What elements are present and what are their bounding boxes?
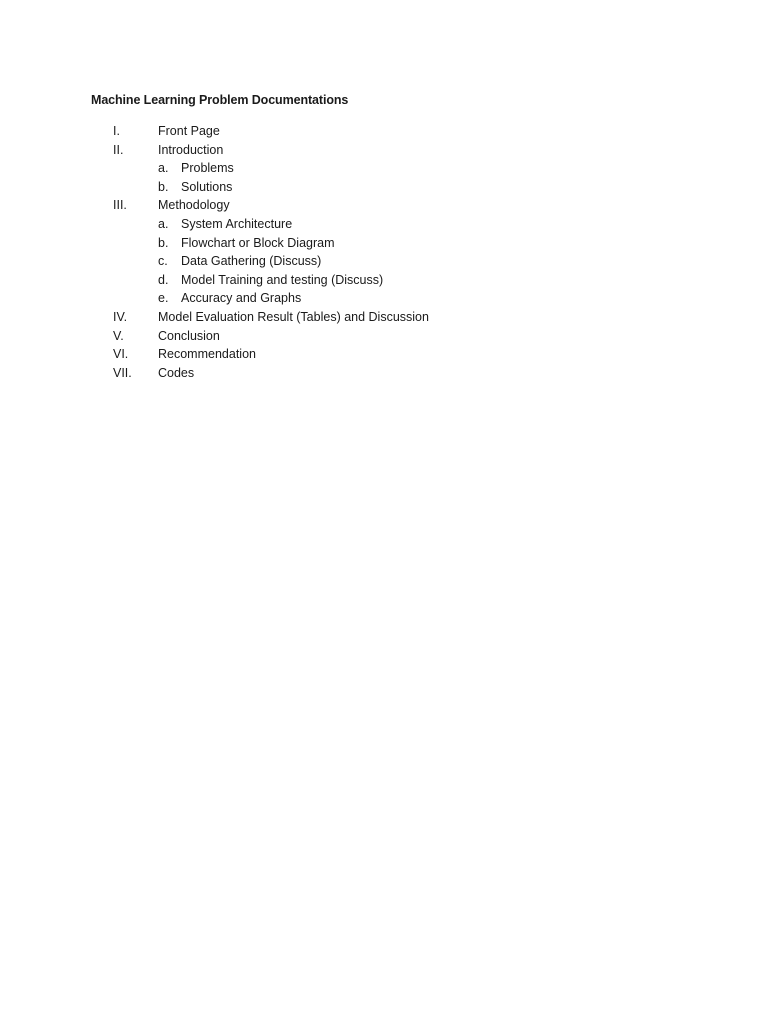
outline-marker: b.	[158, 235, 169, 250]
outline-item	[0, 345, 768, 364]
outline-text: Introduction	[158, 142, 224, 157]
outline-subitem	[0, 271, 768, 290]
outline-subitem	[0, 234, 768, 253]
outline-marker: VII.	[113, 365, 132, 380]
outline-item	[0, 364, 768, 383]
outline-marker: e.	[158, 291, 169, 306]
outline-marker: a.	[158, 216, 169, 231]
outline-subitem	[0, 159, 768, 178]
outline-marker: II.	[113, 142, 124, 157]
outline-marker: a.	[158, 161, 169, 176]
outline-text: Front Page	[158, 124, 220, 138]
outline-subitem	[0, 252, 768, 271]
outline-text: Methodology	[158, 198, 230, 213]
outline-subitem	[0, 178, 768, 197]
outline-text: System Architecture	[181, 216, 293, 231]
outline-text: Model Training and testing (Discuss)	[181, 272, 384, 287]
outline-text: Solutions	[181, 179, 233, 194]
outline-text: Accuracy and Graphs	[181, 291, 302, 306]
outline-item	[0, 141, 768, 160]
outline-text: Model Evaluation Result (Tables) and Discussion	[158, 309, 429, 324]
outline-marker: IV.	[113, 309, 128, 324]
outline-text: Codes	[158, 365, 195, 380]
outline-subitem	[0, 215, 768, 234]
outline-item	[0, 196, 768, 215]
document-title: Machine Learning Problem Documentations	[91, 93, 349, 107]
outline-marker: III.	[113, 198, 127, 213]
outline-marker: V.	[113, 328, 124, 343]
outline-marker: VI.	[113, 347, 129, 362]
outline-marker: c.	[158, 254, 168, 269]
outline-text: Conclusion	[158, 328, 220, 343]
outline-text: Recommendation	[158, 347, 256, 362]
outline-marker: d.	[158, 272, 169, 287]
outline-marker: b.	[158, 179, 169, 194]
outline-text: Data Gathering (Discuss)	[181, 254, 322, 269]
outline-subitem	[0, 289, 768, 308]
outline-item	[0, 308, 768, 327]
outline-item	[0, 327, 768, 346]
outline-marker: I.	[113, 124, 120, 138]
outline-list	[0, 122, 768, 382]
outline-text: Flowchart or Block Diagram	[181, 235, 335, 250]
outline-item	[0, 122, 768, 141]
outline-text: Problems	[181, 161, 234, 176]
